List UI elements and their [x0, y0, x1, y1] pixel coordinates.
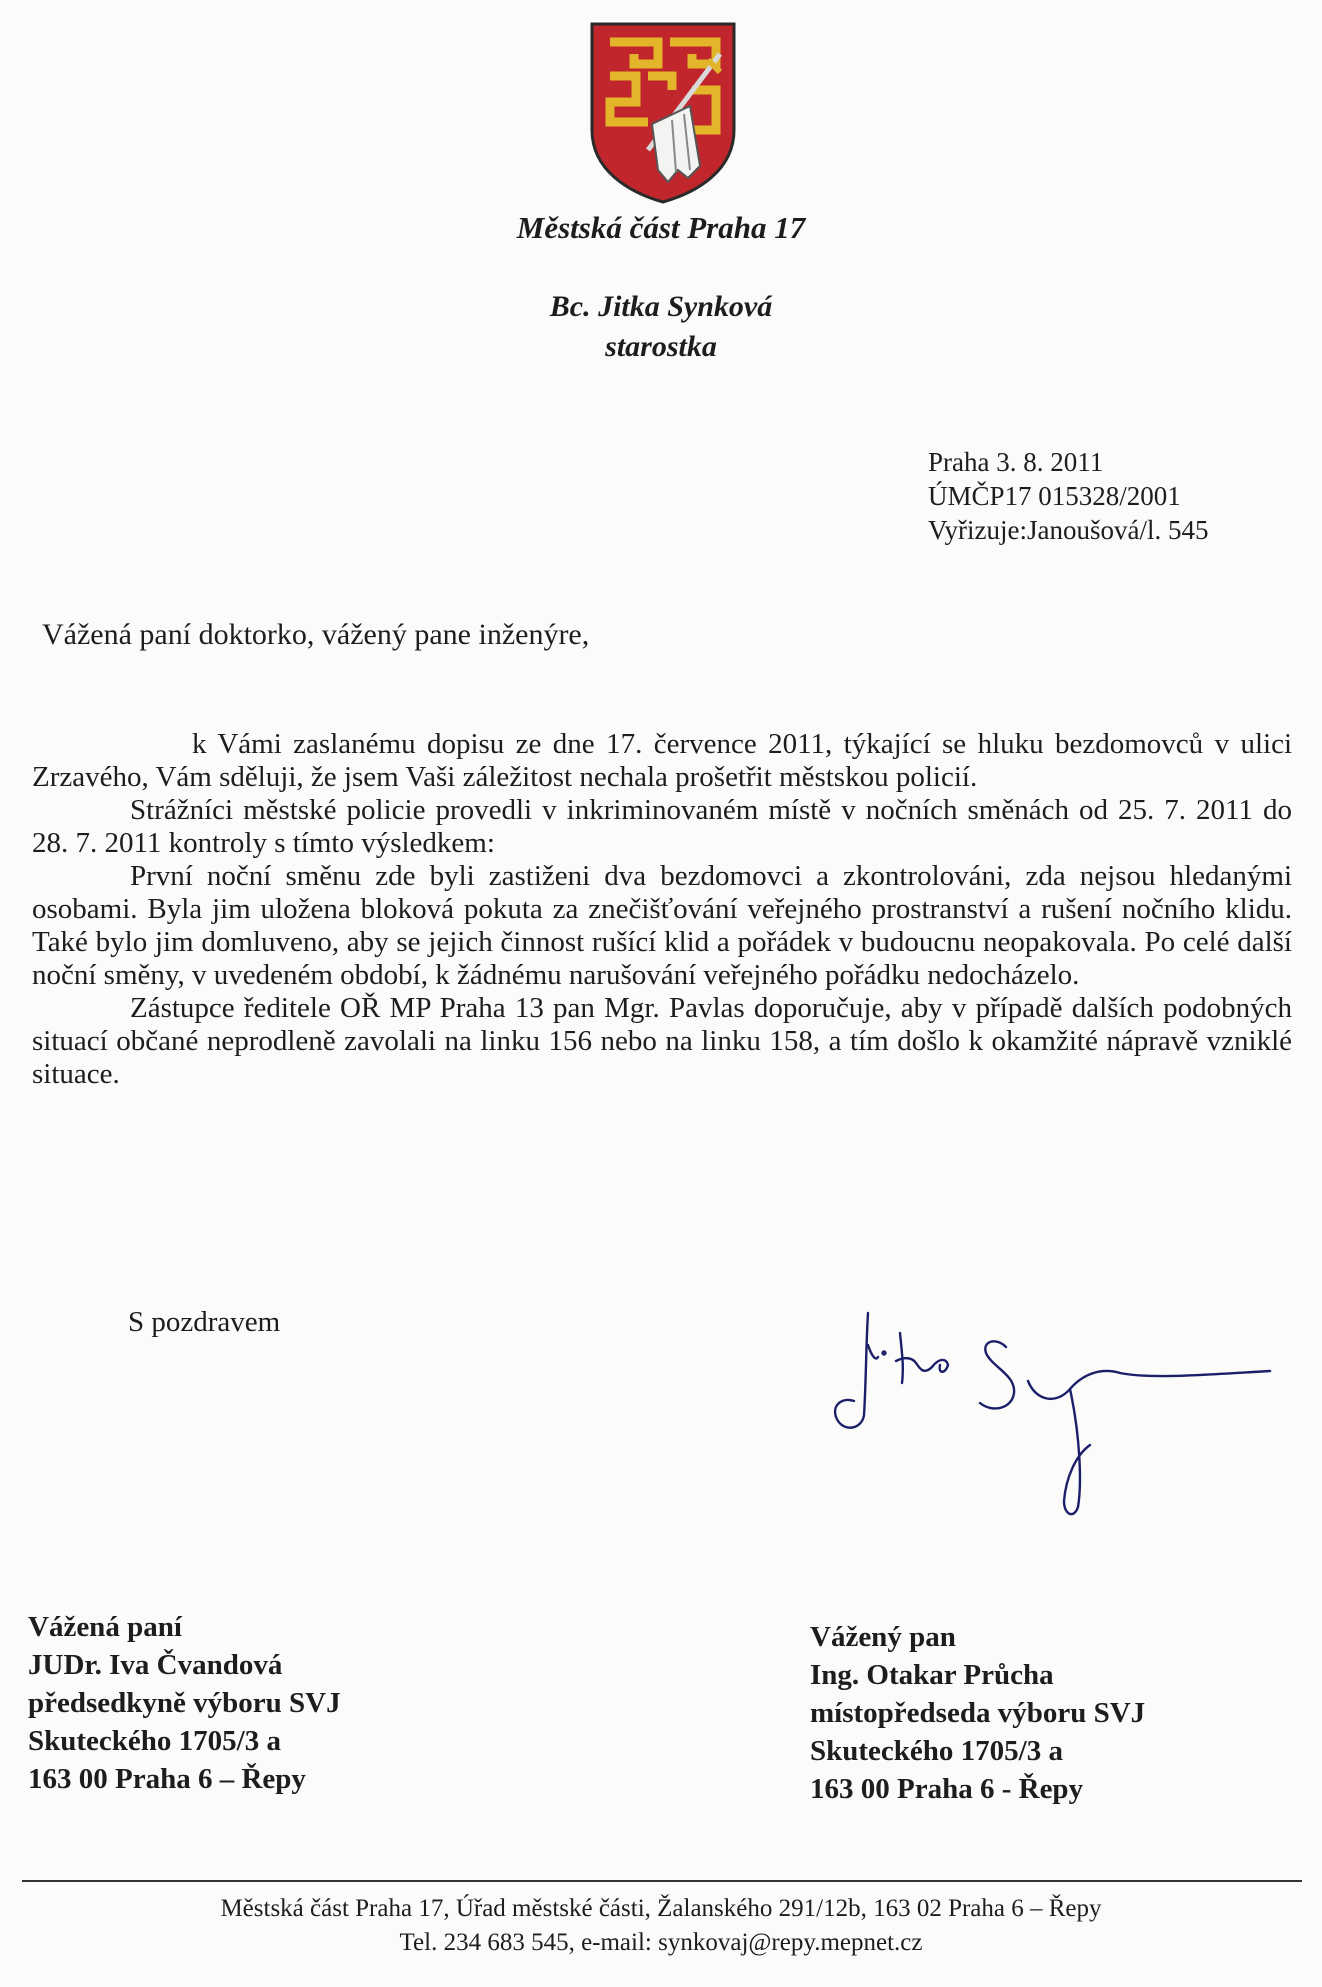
recipient-salutation: Vážená paní	[28, 1611, 182, 1643]
sender-name: Bc. Jitka Synková	[549, 290, 773, 323]
recipient-right	[810, 1618, 1145, 1808]
reference-number: ÚMČP17 015328/2001	[928, 481, 1181, 511]
prague-17-coat-of-arms-icon	[588, 20, 738, 205]
salutation: Vážená paní doktorko, vážený pane inženýre,	[42, 618, 590, 651]
recipient-street: Skuteckého 1705/3 a	[28, 1725, 281, 1757]
footer-address: Městská část Praha 17, Úřad městské části, Žalanského 291/12b, 163 02 Praha 6 – Řepy	[220, 1895, 1102, 1922]
handler: Vyřizuje:Janoušová/l. 545	[928, 515, 1209, 545]
footer	[0, 1892, 1322, 1960]
recipient-name: JUDr. Iva Čvandová	[28, 1649, 283, 1681]
reference-block	[928, 445, 1208, 547]
recipient-left	[28, 1608, 341, 1798]
sender-role: starostka	[605, 330, 717, 363]
letter-date: Praha 3. 8. 2011	[928, 447, 1104, 477]
paragraph-3: První noční směnu zde byli zastiženi dva bezdomovci a zkontrolováni, zda nejsou hledanými osobami. Byla jim uložena bloková pokuta za znečišťování veřejného prostranství a rušení nočního klidu. Také bylo jim domluveno, aby se jejich činnost rušící klid a pořádek v budoucnu neopakovala. Po celé další noční směny, v uvedeném období, k žádnému narušování veřejného pořádku nedocházelo.	[32, 860, 1292, 991]
recipient-street: Skuteckého 1705/3 a	[810, 1735, 1063, 1767]
recipient-name: Ing. Otakar Průcha	[810, 1659, 1054, 1691]
paragraph-2: Strážníci městské policie provedli v inkriminovaném místě v nočních směnách od 25. 7. 2011 do 28. 7. 2011 kontroly s tímto výsledkem:	[32, 794, 1292, 859]
recipient-salutation: Vážený pan	[810, 1621, 956, 1653]
paragraph-4: Zástupce ředitele OŘ MP Praha 13 pan Mgr. Pavlas doporučuje, aby v případě dalších podobných situací občané neprodleně zavolali na linku 156 nebo na linku 158, a tím došlo k okamžité nápravě vzniklé situace.	[32, 992, 1292, 1090]
footer-divider	[22, 1880, 1302, 1882]
handwritten-signature	[820, 1305, 1300, 1535]
paragraph-1: k Vámi zaslanému dopisu ze dne 17. července 2011, týkající se hluku bezdomovců v ulici Zrzavého, Vám sděluji, že jsem Vaši záležitost nechala prošetřit městskou policií.	[32, 728, 1292, 793]
letter-body	[32, 728, 1292, 1091]
recipient-city: 163 00 Praha 6 – Řepy	[28, 1763, 306, 1795]
recipient-position: místopředseda výboru SVJ	[810, 1697, 1146, 1729]
recipient-city: 163 00 Praha 6 - Řepy	[810, 1773, 1084, 1805]
issuing-authority: Městská část Praha 17	[516, 210, 806, 245]
footer-contact: Tel. 234 683 545, e-mail: synkovaj@repy.mepnet.cz	[399, 1929, 923, 1956]
recipient-position: předsedkyně výboru SVJ	[28, 1687, 341, 1719]
closing: S pozdravem	[128, 1306, 281, 1338]
